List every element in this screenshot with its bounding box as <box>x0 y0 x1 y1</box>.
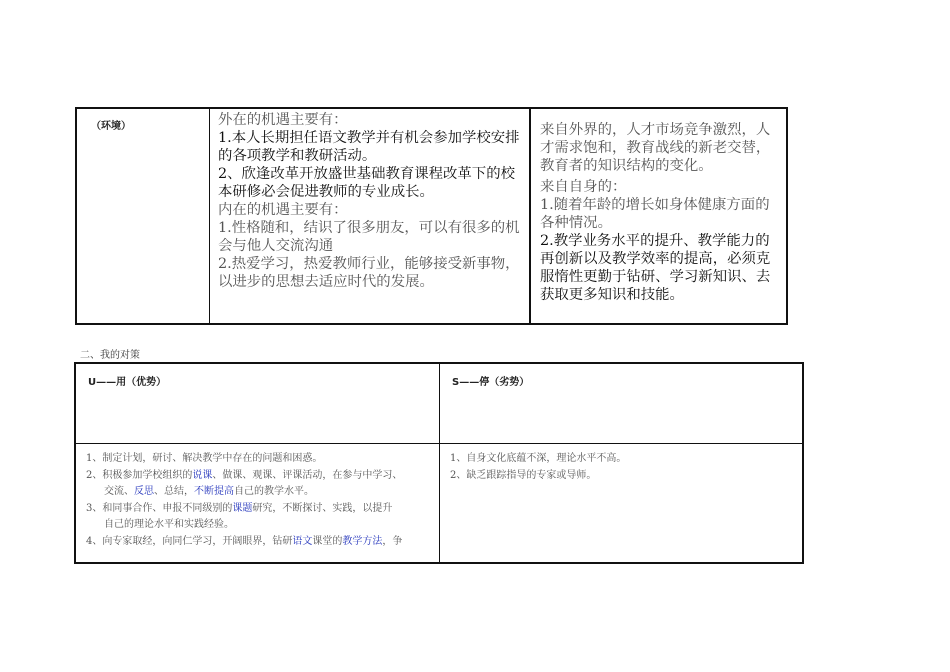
internal-opportunity-1: 1.性格随和，结识了很多朋友，可以有很多的机会与他人交流沟通 <box>218 220 520 254</box>
weaknesses-list <box>440 444 802 569</box>
strength-item-2-cont: 交流、反思、总结，不断提高自己的教学水平。 <box>104 486 314 497</box>
link-fansi[interactable]: 反思 <box>134 486 154 497</box>
weaknesses-header: S——停（劣势） <box>452 377 530 388</box>
strength-item-4: 4、向专家取经，向同仁学习，开阔眼界，钻研语文课堂的教学方法，争 <box>86 535 403 547</box>
weakness-item-2: 2、缺乏跟踪指导的专家或导师。 <box>450 469 597 481</box>
environment-table <box>75 107 788 325</box>
external-opportunities-title: 外在的机遇主要有： <box>218 112 348 128</box>
environment-label: （环境） <box>91 121 131 132</box>
link-jiaoxuefangfa[interactable]: 教学方法 <box>342 535 383 547</box>
external-opportunity-1: 1.本人长期担任语文教学并有机会参加学校安排的各项教学和教研活动。 <box>218 130 520 164</box>
environment-label-cell <box>77 109 210 323</box>
self-threat-2: 2.教学业务水平的提升、教学能力的再创新以及教学效率的提高，必须克服惰性更勤于钻研、学习新知识、去获取更多知识和技能。 <box>540 233 771 303</box>
self-threat-1: 1.随着年龄的增长如身体健康方面的各种情况。 <box>540 197 770 231</box>
strength-item-1: 1、制定计划，研讨、解决教学中存在的问题和困惑。 <box>86 453 323 464</box>
external-opportunity-2: 2、欣逢改革开放盛世基础教育课程改革下的校本研修必会促进教师的专业成长。 <box>218 166 515 200</box>
link-yuwen[interactable]: 语文 <box>292 535 313 547</box>
self-threats-title: 来自自身的： <box>540 179 627 195</box>
strength-item-3-cont: 自己的理论水平和实践经验。 <box>104 519 234 530</box>
strengths-header-cell <box>76 364 440 443</box>
strengths-list <box>76 444 440 562</box>
strategy-table <box>74 362 804 564</box>
internal-opportunity-2: 2.热爱学习，热爱教师行业，能够接受新事物，以进步的思想去适应时代的发展。 <box>218 256 520 290</box>
link-buduantigao[interactable]: 不断提高 <box>194 486 234 497</box>
strength-item-3: 3、和同事合作、申报不同级别的课题研究，不断探讨、实践，以提升 <box>86 502 393 514</box>
link-keti[interactable]: 课题 <box>232 502 253 514</box>
link-shuoke[interactable]: 说课 <box>192 469 213 481</box>
strength-item-2: 2、积极参加学校组织的说课、做课、观课、评课活动，在参与中学习、 <box>86 469 403 481</box>
strategy-header-row <box>76 364 802 444</box>
internal-opportunities-title: 内在的机遇主要有： <box>218 202 348 218</box>
threats-cell <box>531 109 786 323</box>
strengths-header: U——用（优势） <box>88 377 167 388</box>
weakness-item-1: 1、自身文化底蕴不深，理论水平不高。 <box>450 453 627 464</box>
external-threats-text: 来自外界的，人才市场竞争激烈，人才需求饱和，教育战线的新老交替，教育者的知识结构的变化。 <box>540 122 771 174</box>
strategy-body-row <box>76 444 802 562</box>
section-heading: 二、我的对策 <box>80 350 140 361</box>
opportunities-cell <box>210 109 531 323</box>
weaknesses-header-cell <box>440 364 802 443</box>
